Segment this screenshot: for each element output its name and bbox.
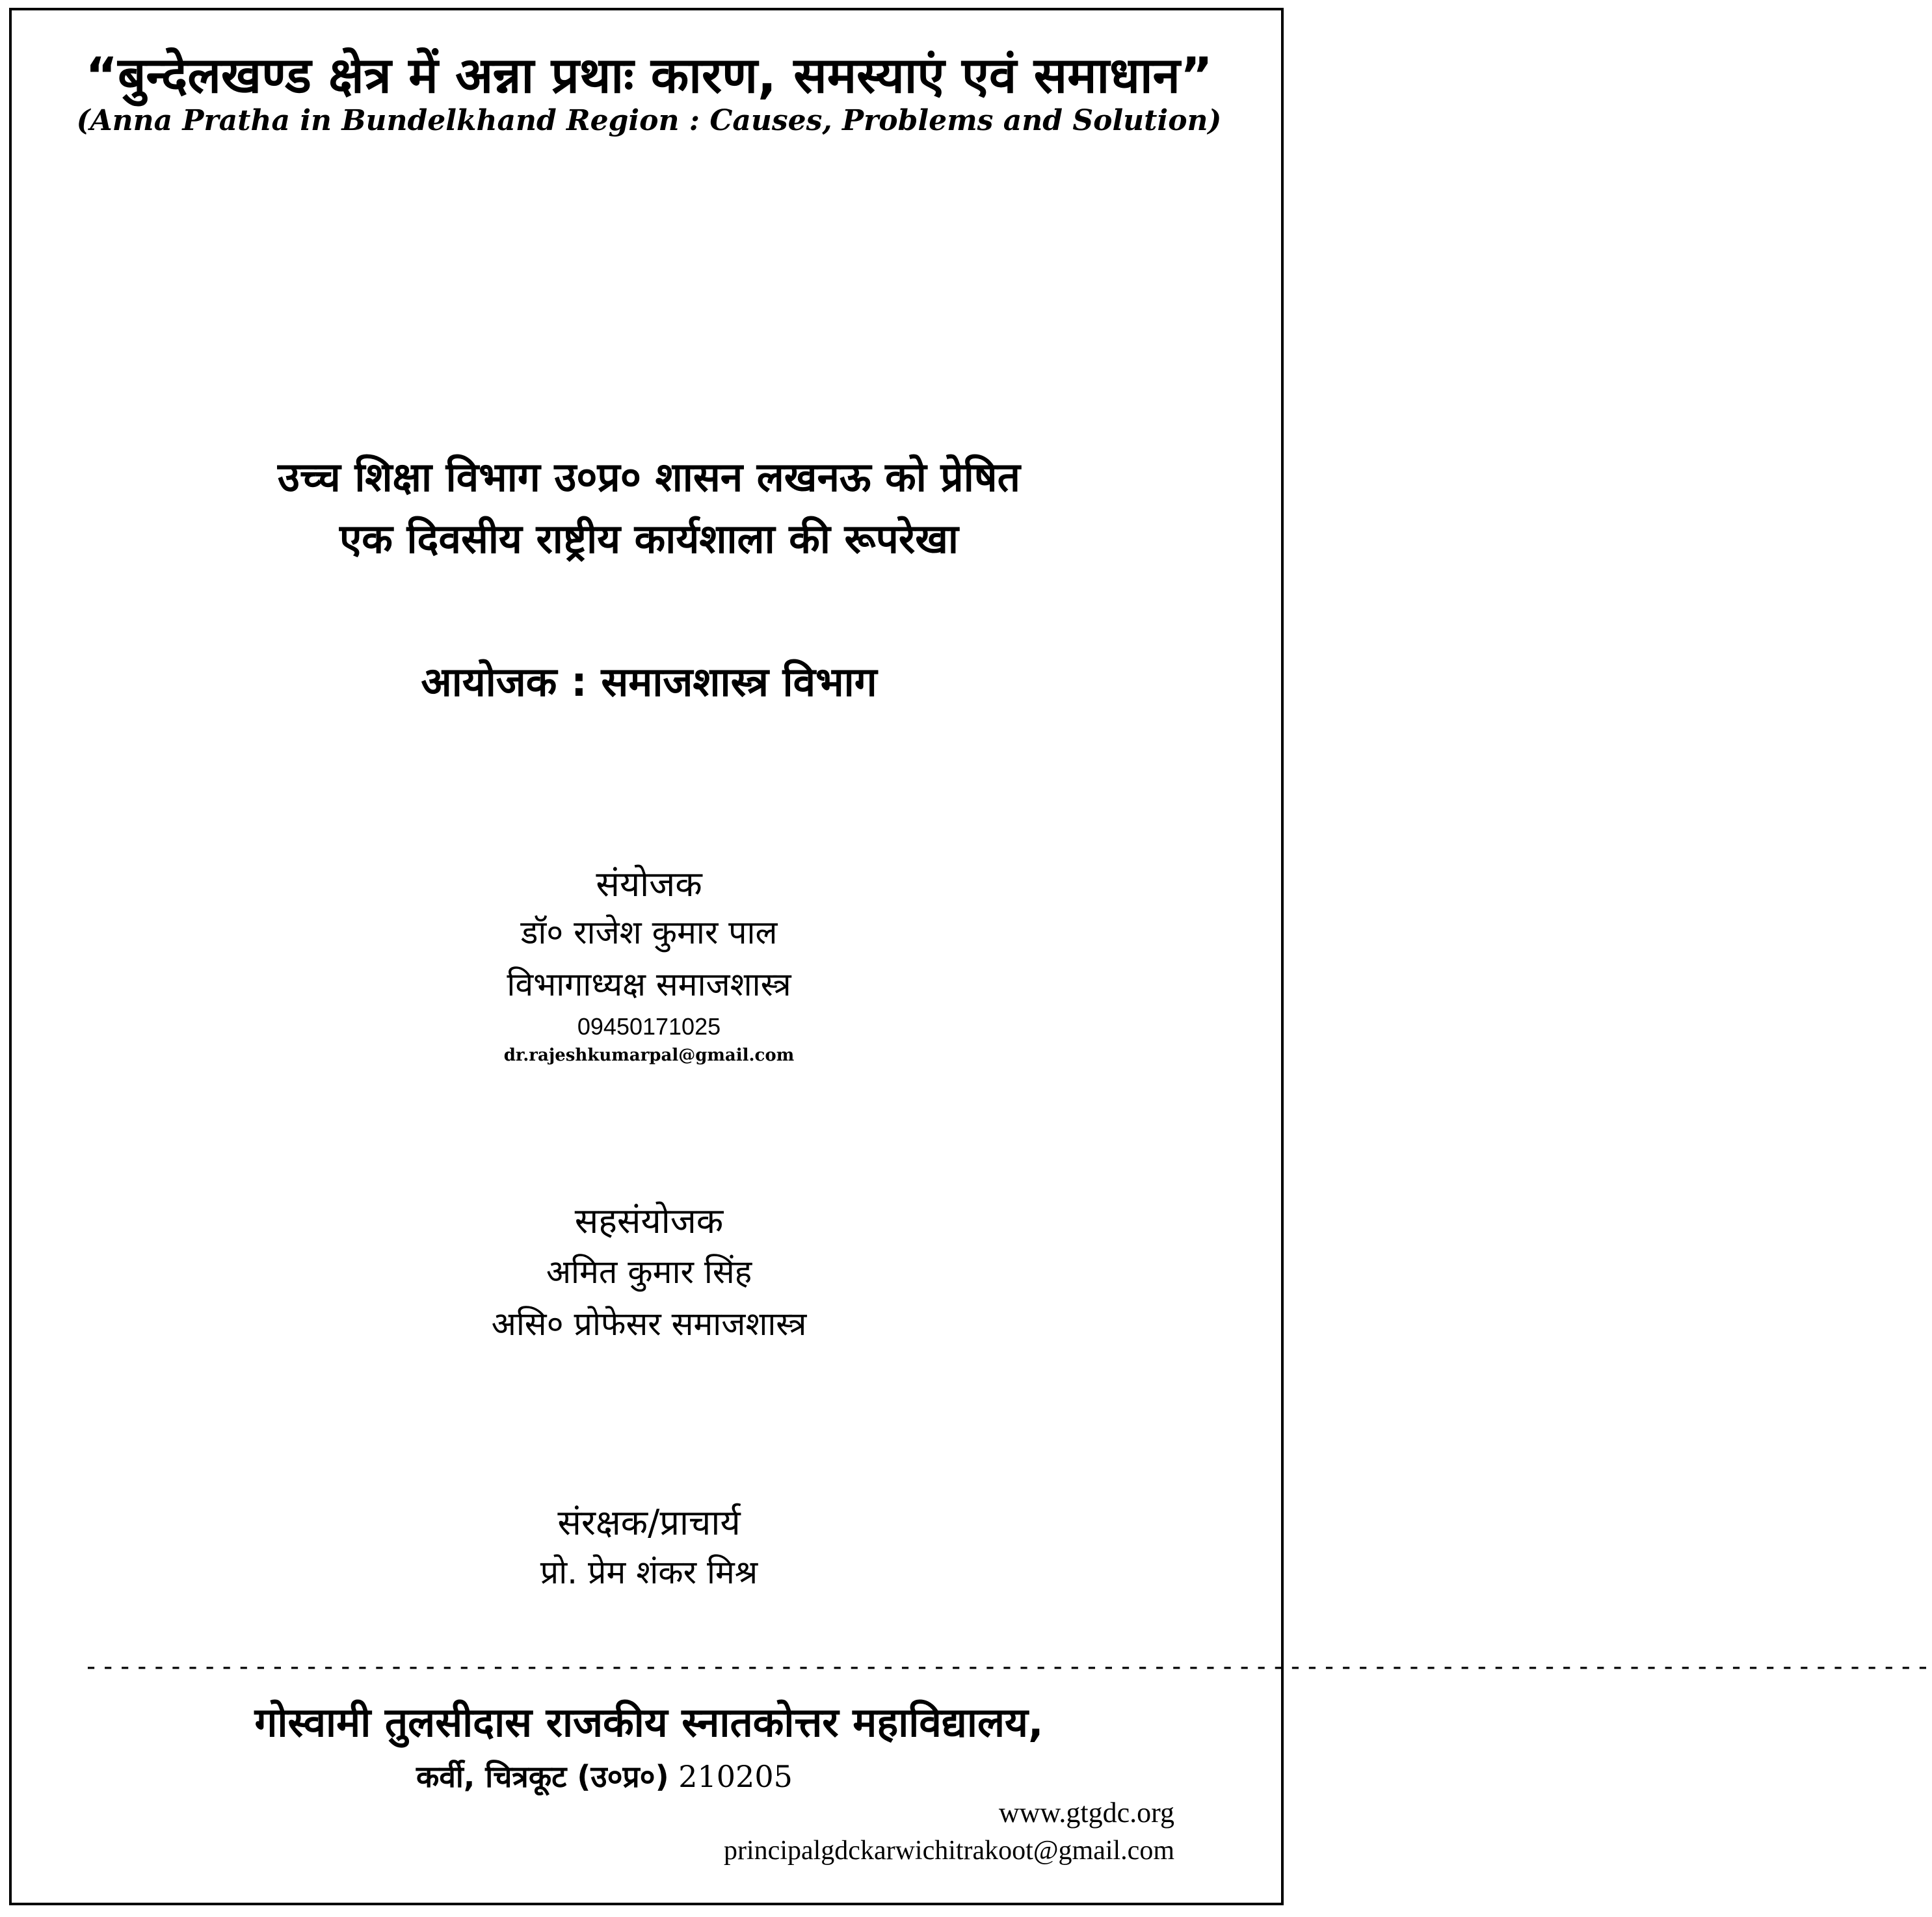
co-convener-name: अमित कुमार सिंह [546,1253,752,1291]
college-address [416,1756,793,1796]
subtitle-line-1: उच्च शिक्षा विभाग उ०प्र० शासन लखनऊ को प्रेषित [278,453,1020,501]
college-email: principalgdckarwichitrakoot@gmail.com [724,1836,1174,1866]
patron-name: प्रो. प्रेम शंकर मिश्र [540,1553,758,1591]
convener-name: डॉ० राजेश कुमार पाल [520,914,778,951]
college-address-text: कर्वी, चित्रकूट (उ०प्र०) [416,1759,669,1794]
convener-heading: संयोजक [596,864,702,905]
page-border [9,8,1932,1905]
college-website: www.gtgdc.org [998,1797,1174,1829]
convener-email: dr.rajeshkumarpal@gmail.com [503,1046,795,1065]
organizer: आयोजक : समाजशास्त्र विभाग [421,658,877,706]
convener-phone: 09450171025 [577,1013,721,1040]
separator-line: ------------------------------------------------------------------------------------------------------------- [83,1652,1932,1682]
co-convener-heading: सहसंयोजक [574,1200,724,1241]
title-english: (Anna Pratha in Bundelkhand Region : Causes, Problems and Solution) [76,104,1222,137]
subtitle-line-2: एक दिवसीय राष्ट्रीय कार्यशाला की रूपरेखा [339,515,959,562]
college-pin: 210205 [678,1759,793,1794]
co-convener-designation: असि० प्रोफेसर समाजशास्त्र [491,1305,807,1343]
college-name: गोस्वामी तुलसीदास राजकीय स्नातकोत्तर महाविद्यालय, [254,1699,1044,1746]
title-hindi: “बुन्देलखण्ड क्षेत्र में अन्ना प्रथाः कारण, समस्याएं एवं समाधान” [85,46,1213,104]
patron-heading: संरक्षक/प्राचार्य [557,1502,741,1543]
convener-designation: विभागाध्यक्ष समाजशास्त्र [507,966,791,1003]
